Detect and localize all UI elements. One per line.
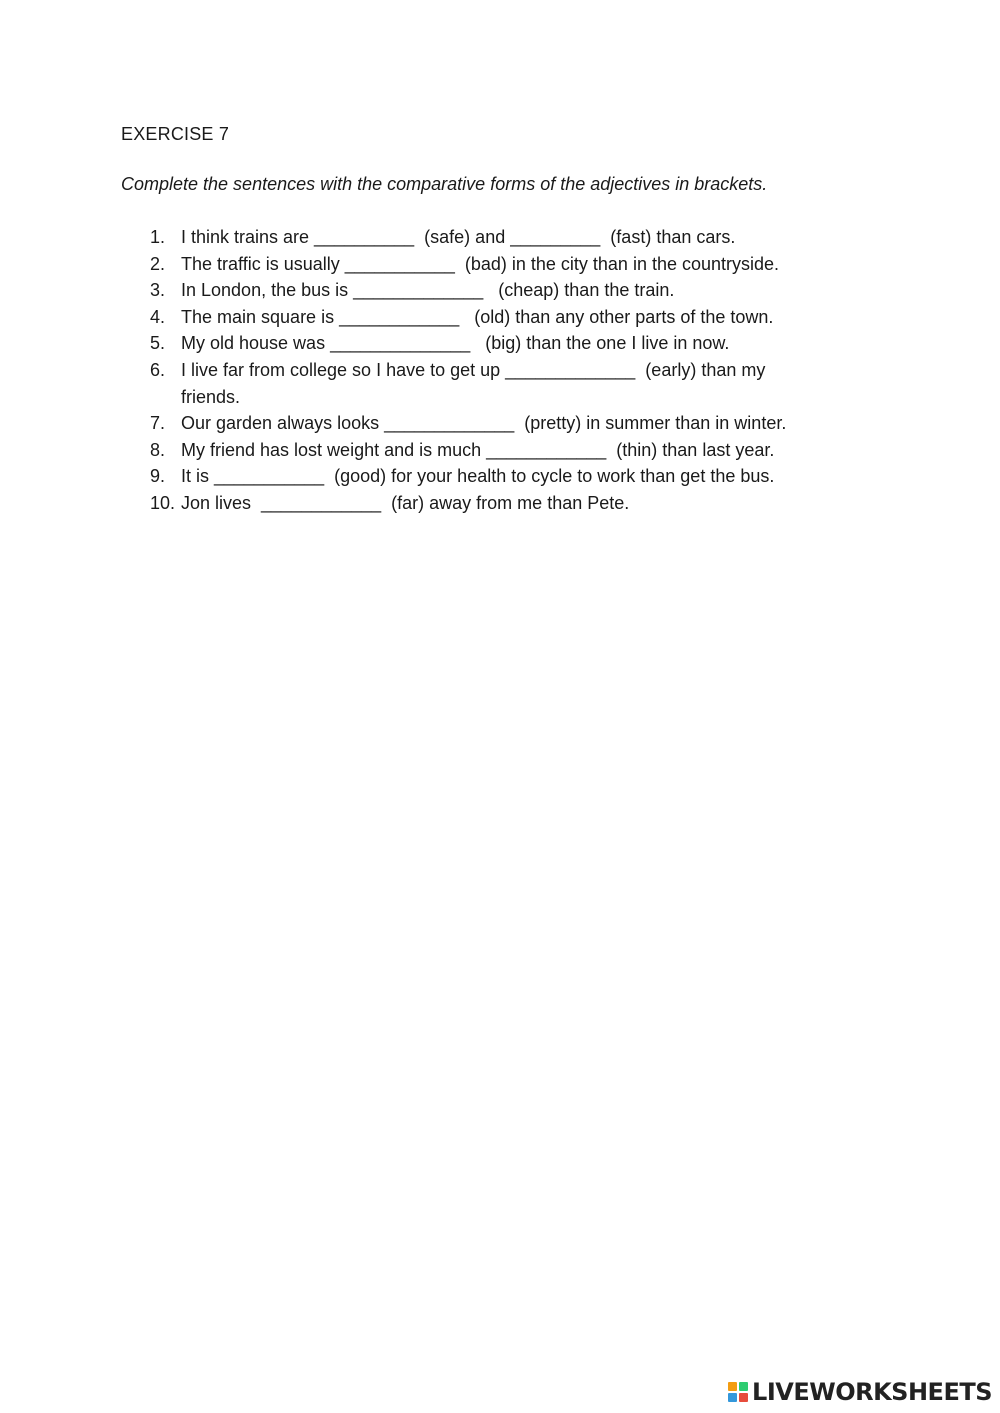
list-item <box>150 224 870 251</box>
item-number: 10. <box>150 492 176 513</box>
list-item <box>150 251 870 278</box>
item-number: 3. <box>150 280 166 301</box>
item-text: The traffic is usually ___________ (bad) in the city than in the countryside. <box>181 253 780 274</box>
item-number: 4. <box>150 306 166 327</box>
item-text: The main square is ____________ (old) than any other parts of the town. <box>181 306 774 327</box>
list-item-continuation <box>150 384 870 411</box>
logo-block <box>728 1382 737 1391</box>
item-text: I think trains are __________ (safe) and _________ (fast) than cars. <box>181 227 736 247</box>
item-text: In London, the bus is _____________ (cheap) than the train. <box>181 280 675 301</box>
logo-block <box>739 1382 748 1391</box>
item-number: 7. <box>150 413 166 434</box>
item-number: 8. <box>150 439 166 460</box>
item-number: 2. <box>150 253 166 274</box>
exercise-title: EXERCISE 7 <box>121 124 230 144</box>
logo-blocks-icon <box>728 1382 748 1402</box>
logo-text: LIVEWORKSHEETS <box>752 1378 992 1406</box>
item-text: My friend has lost weight and is much ____________ (thin) than last year. <box>181 439 775 460</box>
logo-block <box>728 1393 737 1402</box>
liveworksheets-logo <box>728 1377 992 1407</box>
exercise-list <box>150 224 870 517</box>
item-number: 1. <box>150 227 166 247</box>
list-item <box>150 490 870 517</box>
item-text: Our garden always looks _____________ (pretty) in summer than in winter. <box>181 413 787 434</box>
list-item <box>150 463 870 490</box>
list-item <box>150 330 870 357</box>
item-text: Jon lives ____________ (far) away from me than Pete. <box>181 492 630 513</box>
item-number: 9. <box>150 466 166 487</box>
list-item <box>150 437 870 464</box>
logo-block <box>739 1393 748 1402</box>
item-text: I live far from college so I have to get up _____________ (early) than my <box>181 359 766 380</box>
item-number: 5. <box>150 333 166 354</box>
list-item <box>150 304 870 331</box>
item-text: It is ___________ (good) for your health to cycle to work than get the bus. <box>181 466 775 487</box>
item-text-continuation: friends. <box>181 386 241 407</box>
list-item <box>150 277 870 304</box>
list-item <box>150 410 870 437</box>
exercise-instruction: Complete the sentences with the comparative forms of the adjectives in brackets. <box>121 174 768 194</box>
item-number: 6. <box>150 359 166 380</box>
item-text: My old house was ______________ (big) than the one I live in now. <box>181 333 730 354</box>
list-item <box>150 357 870 384</box>
